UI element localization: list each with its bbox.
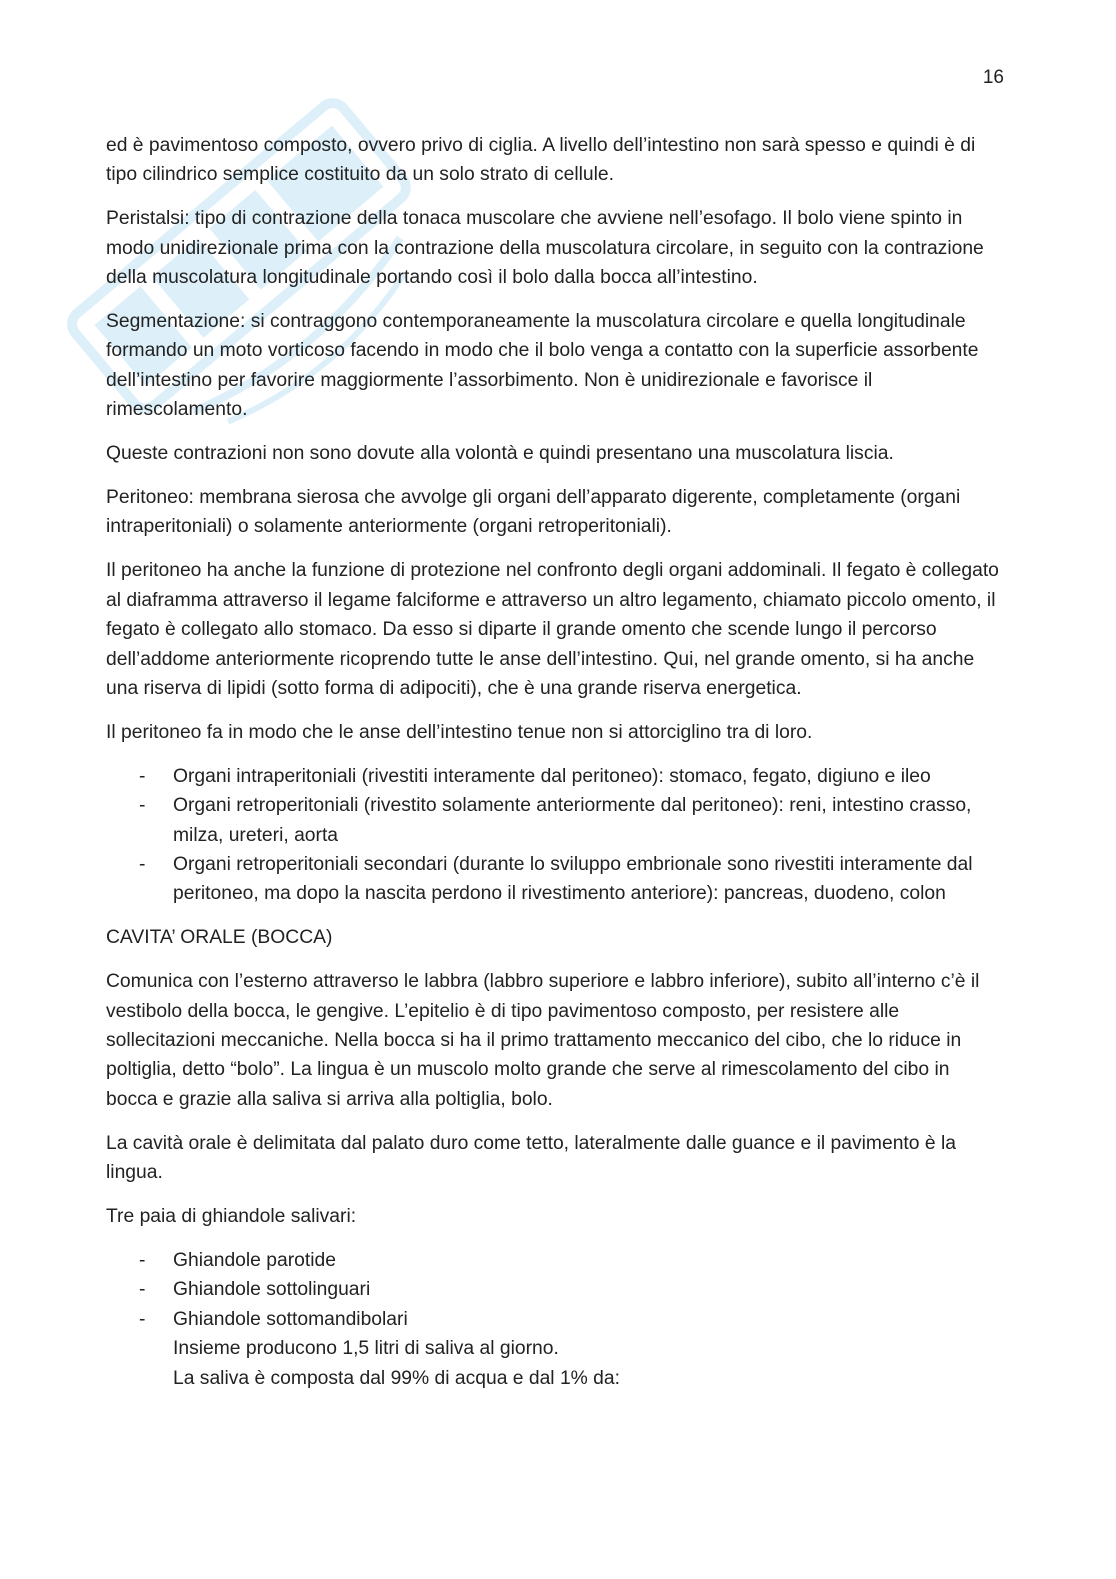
list-item-text: Ghiandole sottomandibolari — [173, 1308, 408, 1330]
paragraph-oral-boundaries: La cavità orale è delimitata dal palato duro come tetto, lateralmente dalle guance e il pavimento è la lingua. — [106, 1132, 956, 1184]
list-item-text: Organi retroperitoniali (rivestito solamente anteriormente dal peritoneo): reni, intestino crasso, milza, ureteri, aorta — [173, 795, 972, 846]
list-item-text: Organi intraperitoniali (rivestiti interamente dal peritoneo): stomaco, fegato, digiuno e ileo — [173, 765, 931, 787]
list-item-text: Ghiandole parotide — [173, 1250, 336, 1271]
paragraph-peristalsis: Peristalsi: tipo di contrazione della tonaca muscolare che avviene nell’esofago. Il bolo viene spinto in modo unidirezionale prima con la contrazione della muscolatura circolare, in seguito con la contrazione della muscolatura longitudinale portando così il bolo dalla bocca all’intestino. — [106, 208, 984, 289]
list-item — [106, 1275, 1006, 1304]
paragraph-salivary-intro: Tre paia di ghiandole salivari: — [106, 1206, 357, 1228]
list-item — [106, 850, 1006, 909]
paragraph-oral-cavity: Comunica con l’esterno attraverso le labbra (labbro superiore e labbro inferiore), subito all’interno c’è il vestibolo della bocca, le gengive. L’epitelio è di tipo pavimentoso composto, per resistere alle sollecitazioni meccaniche. Nella bocca si ha il primo trattamento meccanico del cibo, che lo riduce in poltiglia, detto “bolo”. La lingua è un muscolo molto grande che serve al rimescolamento del cibo in bocca e grazie alla saliva si arriva alla poltiglia, bolo. — [106, 971, 980, 1110]
paragraph-segmentation: Segmentazione: si contraggono contemporaneamente la muscolatura circolare e quella longitudinale formando un moto vorticoso facendo in modo che il bolo venga a contatto con la superficie assorbente dell’intestino per favorire maggiormente l’assorbimento. Non è unidirezionale e favorisce il rimescolamento. — [106, 311, 979, 421]
list-item — [106, 1305, 1006, 1334]
gland-list — [106, 1246, 1006, 1334]
page-number: 16 — [982, 67, 1004, 88]
saliva-production-line: Insieme producono 1,5 litri di saliva al giorno. — [173, 1338, 559, 1360]
saliva-composition-line: La saliva è composta dal 99% di acqua e dal 1% da: — [173, 1367, 620, 1389]
list-item-text: Organi retroperitoniali secondari (durante lo sviluppo embrionale sono rivestiti interamente dal peritoneo, ma dopo la nascita perdono il rivestimento anteriore): pancreas, duodeno, colon — [173, 854, 973, 905]
list-item — [106, 791, 1006, 850]
paragraph-intestine-loops: Il peritoneo fa in modo che le anse dell’intestino tenue non si attorciglino tra di loro. — [106, 721, 813, 743]
list-item-text: Ghiandole sottolinguari — [173, 1279, 371, 1301]
paragraph-peritoneum-function: Il peritoneo ha anche la funzione di protezione nel confronto degli organi addominali. Il fegato è collegato al diaframma attraverso il legame falciforme e attraverso un altro legamento, chiamato piccolo omento, il fegato è collegato allo stomaco. Da esso si diparte il grande omento che scende lungo il percorso dell’addome anteriormente ricoprendo tutte le anse dell’intestino. Qui, nel grande omento, si ha anche una riserva di lipidi (sotto forma di adipociti), che è una grande riserva energetica. — [106, 560, 999, 699]
list-dash: - — [139, 854, 146, 876]
organ-list — [106, 762, 1006, 909]
paragraph-involuntary: Queste contrazioni non sono dovute alla volontà e quindi presentano una muscolatura liscia. — [106, 443, 894, 465]
document-body — [106, 131, 1006, 1393]
paragraph-peritoneum: Peritoneo: membrana sierosa che avvolge gli organi dell’apparato digerente, completamente (organi intraperitoniali) o solamente anteriormente (organi retroperitoniali). — [106, 487, 961, 538]
list-dash: - — [139, 1308, 146, 1330]
list-dash: - — [139, 795, 146, 817]
list-dash: - — [139, 1279, 146, 1301]
paragraph-epithelium: ed è pavimentoso composto, ovvero privo di ciglia. A livello dell’intestino non sarà spesso e quindi è di tipo cilindrico semplice costituito da un solo strato di cellule. — [106, 135, 976, 186]
list-dash: - — [139, 765, 146, 787]
section-heading: CAVITA’ ORALE (BOCCA) — [106, 927, 333, 949]
list-dash: - — [139, 1250, 146, 1271]
list-item — [106, 762, 1006, 791]
list-item — [106, 1246, 1006, 1275]
